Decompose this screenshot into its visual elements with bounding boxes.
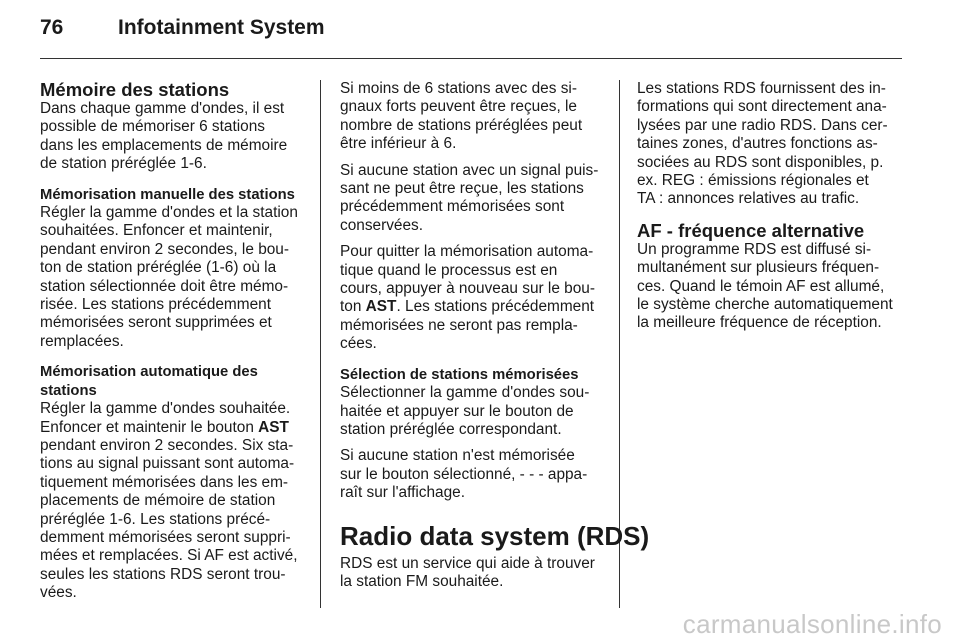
paragraph: Les stations RDS fournissent des in- formations qui sont directement ana- lysées par une radio RDS. Dans cer- taines zones, d'autres fonctions as- sociées au RDS sont disponibles, p. ex. REG : émissions régionales et TA : annonces relatives au trafic. <box>637 80 888 208</box>
section-heading: AF - fréquence alternative <box>637 219 865 241</box>
header-rule <box>40 58 902 59</box>
subsection-heading: Sélection de stations mémorisées <box>340 366 579 383</box>
page-header <box>40 16 325 50</box>
column-1 <box>40 80 305 603</box>
running-title: Infotainment System <box>118 16 325 39</box>
section-heading: Mémoire des stations <box>40 79 230 100</box>
paragraph: Régler la gamme d'ondes souhaitée. Enfoncer et maintenir le bouton AST pendant environ 2 secondes. Six sta- tions au signal puissant sont automa- tiquement mémorisées dans les em- placements de mémoire de station préréglée 1-6. Les stations précé- demment mémorisées seront suppri- mées et remplacées. Si AF est activé, seules les stations RDS seront trou- vées. <box>40 400 298 602</box>
page-number: 76 <box>40 16 64 39</box>
paragraph: Pour quitter la mémorisation automa- tique quand le processus est en cours, appuyer à nouveau sur le bou- ton AST. Les stations précédemment mémorisées ne seront pas rempla- cées. <box>340 243 595 353</box>
column-2 <box>340 80 650 591</box>
paragraph: Sélectionner la gamme d'ondes sou- haitée et appuyer sur le bouton de station préréglée correspondant. <box>340 384 590 438</box>
subsection-heading: Mémorisation automatique des stations <box>40 364 258 399</box>
ast-button-label: AST <box>365 298 397 316</box>
paragraph: Si aucune station avec un signal puis- sant ne peut être reçue, les stations précédemment mémorisées sont conservées. <box>340 161 599 234</box>
paragraph: Si aucune station n'est mémorisée sur le bouton sélectionné, - - - appa- raît sur l'affichage. <box>340 447 588 502</box>
ast-button-label: AST <box>258 418 289 436</box>
column-3 <box>637 80 905 333</box>
column-divider <box>320 80 321 608</box>
paragraph: Dans chaque gamme d'ondes, il est possible de mémoriser 6 stations dans les emplacements de mémoire de station préréglée 1-6. <box>40 100 288 173</box>
chapter-heading: Radio data system (RDS) <box>340 520 650 551</box>
paragraph: RDS est un service qui aide à trouver la station FM souhaitée. <box>340 554 595 590</box>
paragraph: Un programme RDS est diffusé si- multanément sur plusieurs fréquen- ces. Quand le témoin AF est allumé, le système cherche automatiquement la meilleure fréquence de réception. <box>637 240 893 332</box>
subsection-heading: Mémorisation manuelle des stations <box>40 186 295 203</box>
watermark: carmanualsonline.info <box>682 609 942 639</box>
paragraph: Si moins de 6 stations avec des si- gnaux forts peuvent être reçues, le nombre de stations préréglées peut être inférieur à 6. <box>340 80 583 153</box>
paragraph: Régler la gamme d'ondes et la station souhaitées. Enfoncer et maintenir, pendant environ 2 secondes, le bou- ton de station préréglée (1-6) où la station sélectionnée doit être mémo- risée. Les stations précédemment mémorisées seront supprimées et remplacées. <box>40 204 298 350</box>
